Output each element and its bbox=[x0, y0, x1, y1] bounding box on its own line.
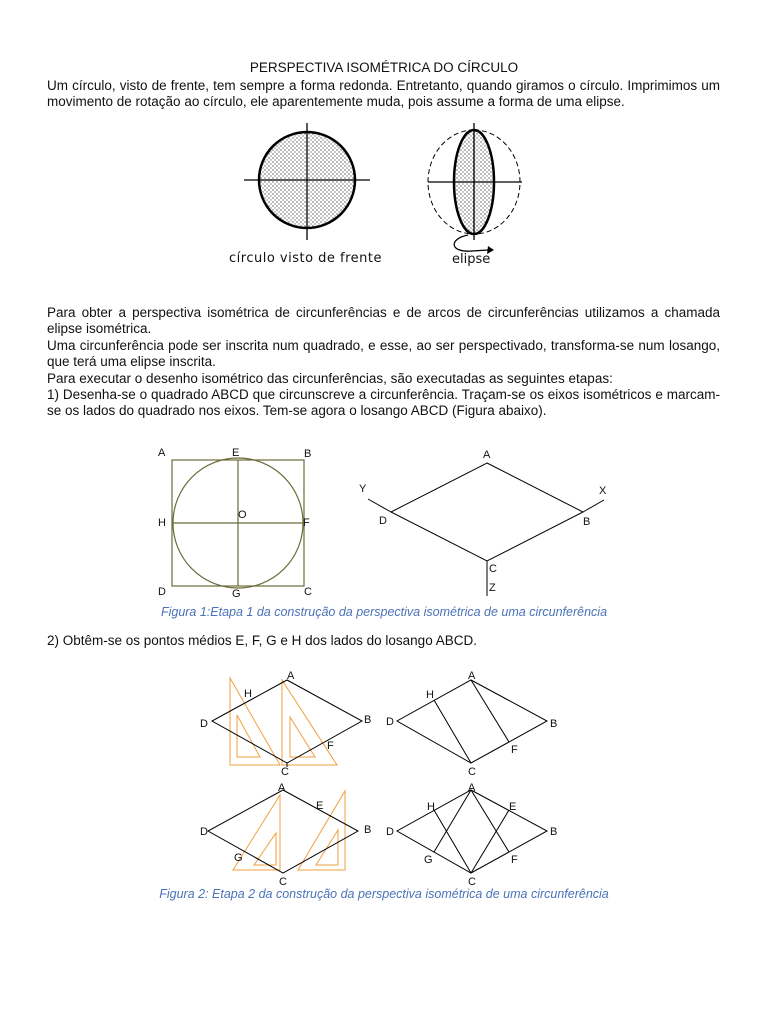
square-label-c: C bbox=[304, 586, 312, 598]
p2-label-a: A bbox=[468, 670, 476, 682]
square-label-a: A bbox=[158, 447, 166, 459]
p4-label-a: A bbox=[468, 782, 476, 794]
page-title: PERSPECTIVA ISOMÉTRICA DO CÍRCULO bbox=[249, 60, 519, 75]
paragraph-inscrita: Uma circunferência pode ser inscrita num quadrado, e esse, ao ser perspectivado, transforma-se num losango, que terá uma elipse inscrita. bbox=[47, 338, 720, 369]
rhombus-label-b: B bbox=[583, 516, 591, 528]
p4-label-c: C bbox=[468, 876, 476, 888]
rhombus-label-x: X bbox=[599, 485, 607, 497]
p2-label-d: D bbox=[386, 716, 394, 728]
p3-label-c: C bbox=[279, 876, 287, 888]
p3-label-d: D bbox=[200, 826, 208, 838]
p4-label-g: G bbox=[424, 854, 433, 866]
rhombus-label-d: D bbox=[379, 515, 387, 527]
p2-label-f: F bbox=[511, 744, 518, 756]
figure-1-caption: Figura 1:Etapa 1 da construção da perspectiva isométrica de uma circunferência bbox=[160, 605, 608, 619]
p2-label-c: C bbox=[468, 766, 476, 778]
ellipse-label: elipse bbox=[452, 252, 491, 267]
p1-label-a: A bbox=[287, 670, 295, 682]
rhombus-label-a: A bbox=[483, 449, 491, 461]
p1-label-c: C bbox=[281, 766, 289, 778]
intro-paragraph: Um círculo, visto de frente, tem sempre a forma redonda. Entretanto, quando giramos o círculo. Imprimimos um movimento de rotação ao círculo, ele aparentemente muda, pois assume a forma de uma elipse. bbox=[47, 78, 720, 109]
paragraph-etapas: Para executar o desenho isométrico das circunferências, são executadas as seguintes etapas: bbox=[47, 371, 613, 386]
p1-label-b: B bbox=[364, 714, 372, 726]
panel-2-rhombus-lines bbox=[397, 680, 547, 763]
paragraph-etapa-1: 1) Desenha-se o quadrado ABCD que circunscreve a circunferência. Traçam-se os eixos isométricos e marcam-se os lados do quadrado nos eixos. Tem-se agora o losango ABCD (Figura abaixo). bbox=[47, 387, 720, 418]
rhombus-label-z: Z bbox=[489, 582, 496, 594]
figure-1 bbox=[0, 440, 768, 600]
panel-3-rhombus-triangles bbox=[208, 790, 358, 873]
circle-ellipse-figure bbox=[0, 125, 768, 305]
panel-1-rhombus-triangles bbox=[212, 678, 362, 767]
panel-4-rhombus-cross-lines bbox=[397, 790, 547, 873]
p2-label-b: B bbox=[550, 718, 558, 730]
rhombus-label-c: C bbox=[489, 563, 497, 575]
circle-front-label: círculo visto de frente bbox=[229, 251, 383, 266]
p2-label-h: H bbox=[426, 689, 434, 701]
p3-label-a: A bbox=[278, 782, 286, 794]
p1-label-h: H bbox=[244, 688, 252, 700]
p3-label-b: B bbox=[364, 824, 372, 836]
front-circle-drawing bbox=[244, 123, 370, 240]
square-label-f: F bbox=[303, 517, 310, 529]
square-label-b: B bbox=[304, 448, 312, 460]
square-label-o: O bbox=[238, 509, 247, 521]
p1-label-f: F bbox=[327, 740, 334, 752]
figure-2 bbox=[0, 665, 768, 888]
paragraph-etapa-2: 2) Obtêm-se os pontos médios E, F, G e H dos lados do losango ABCD. bbox=[47, 633, 477, 648]
p4-label-b: B bbox=[550, 826, 558, 838]
p1-label-d: D bbox=[200, 718, 208, 730]
p4-label-f: F bbox=[511, 854, 518, 866]
p4-label-h: H bbox=[427, 801, 435, 813]
paragraph-ellipse-isometrica: Para obter a perspectiva isométrica de circunferências e de arcos de circunferências utilizamos a chamada elipse isométrica. bbox=[47, 305, 720, 336]
square-label-g: G bbox=[232, 588, 241, 600]
square-label-d: D bbox=[158, 586, 166, 598]
square-label-h: H bbox=[158, 517, 166, 529]
isometric-rhombus bbox=[368, 463, 604, 596]
rhombus-label-y: Y bbox=[359, 483, 367, 495]
p3-label-g: G bbox=[234, 852, 243, 864]
p3-label-e: E bbox=[316, 800, 324, 812]
square-with-circle bbox=[172, 458, 304, 588]
p4-label-e: E bbox=[509, 801, 517, 813]
square-label-e: E bbox=[232, 447, 240, 459]
rotated-ellipse-drawing bbox=[428, 123, 522, 254]
figure-2-caption: Figura 2: Etapa 2 da construção da perspectiva isométrica de uma circunferência bbox=[159, 887, 609, 901]
p4-label-d: D bbox=[386, 826, 394, 838]
